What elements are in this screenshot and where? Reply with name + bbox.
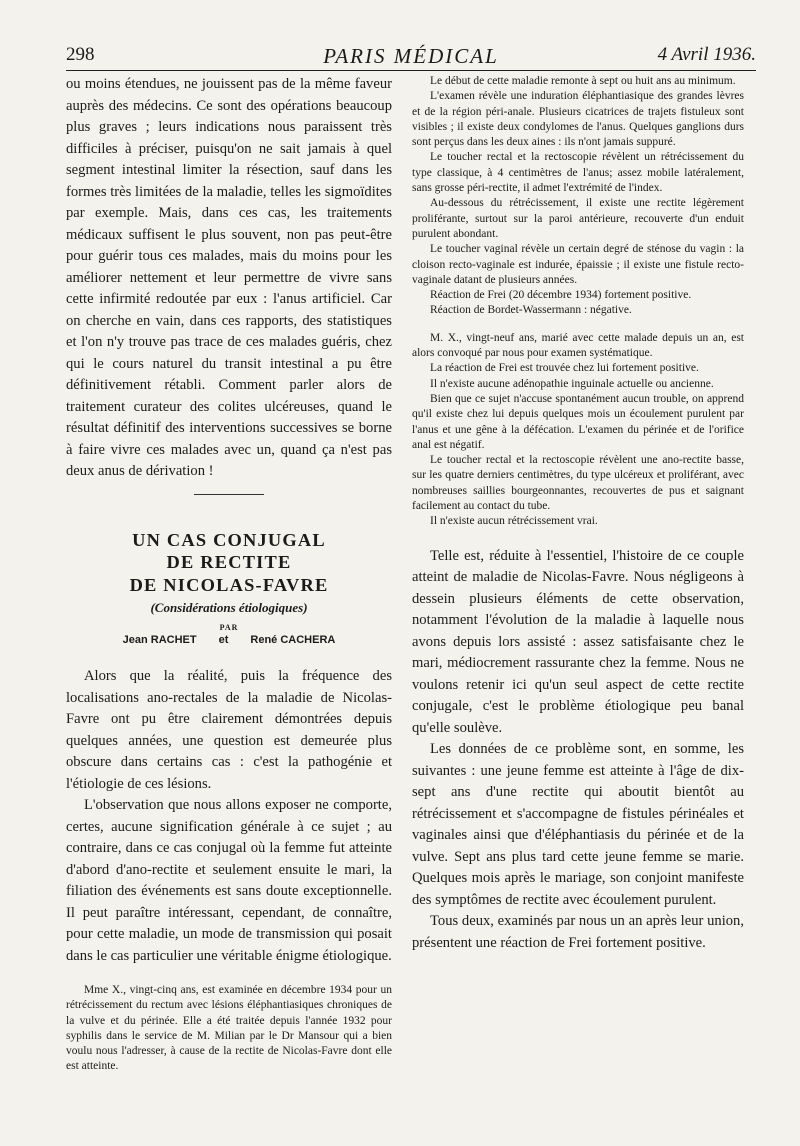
article-title-line1: UN CAS CONJUGAL [132, 529, 326, 550]
article-title-line3: DE NICOLAS-FAVRE [129, 574, 329, 595]
case-man-rectal-exam: Le toucher rectal et la rectoscopie révèlent une ano-rectite basse, sur les quatre derniers centimètres, du type ulcéreux et proliférant, avec nombreuses saillies bourgeonnantes, recouvertes de pus et saignant facilement au contact du tube. [412, 454, 744, 513]
article-subtitle: (Considérations étiologiques) [150, 600, 308, 615]
case-man-frei: La réaction de Frei est trouvée chez lui fortement positive. [430, 362, 699, 375]
case-vaginal-exam: Le toucher vaginal révèle un certain degré de sténose du vagin : la cloison recto-vaginale est indurée, épaissie ; il existe une fistule recto-vaginale datant de plusieurs années. [412, 243, 744, 286]
case-frei-reaction: Réaction de Frei (20 décembre 1934) fortement positive. [430, 289, 692, 302]
issue-date: 4 Avril 1936. [657, 44, 756, 65]
discussion-paragraph-3: Tous deux, examinés par nous un an après leur union, présentent une réaction de Frei fortement positive. [412, 913, 744, 951]
section-divider [194, 494, 264, 495]
case-woman-paragraph: Mme X., vingt-cinq ans, est examinée en décembre 1934 pour un rétrécissement du rectum avec lésions éléphantiasiques chroniques de la vulve et du périnée. Elle a été traitée depuis l'année 1932 pour syphilis dans le service de M. Milian par le Dr Mansour qui a bien voulu nous l'adresser, à cause de la rectite de Nicolas-Favre dont elle est atteinte. [66, 984, 392, 1073]
authors [66, 634, 392, 646]
discussion-paragraph-2: Les données de ce problème sont, en somme, les suivantes : une jeune femme est atteinte à l'âge de dix-sept ans d'une rectite qui aboutit bientôt au rétrécissement et s'accompagne de fistules périnéales et vaginales ainsi que d'éléphantiasis du périnée et de la vulve. Sept ans plus tard cette jeune femme se marie. Quelques mois après le mariage, son conjoint manifeste des symptômes de rectite avec écoulement purulent. [412, 741, 744, 908]
author-separator: et [218, 634, 229, 646]
case-man-no-stricture: Il n'existe aucun rétrécissement vrai. [430, 515, 598, 528]
case-man-intro: M. X., vingt-neuf ans, marié avec cette malade depuis un an, est alors convoqué par nous pour examen systématique. [412, 331, 744, 360]
author-1: Jean RACHET [122, 634, 197, 646]
left-column [66, 74, 392, 1075]
author-2: René CACHERA [250, 634, 336, 646]
case-man-adenopathy: Il n'existe aucune adénopathie inguinale actuelle ou ancienne. [430, 377, 714, 390]
previous-article-continuation: ou moins étendues, ne jouissent pas de la même faveur auprès des médecins. Ce sont des opérations beaucoup plus graves ; leurs indications nous paraissent très difficiles à préciser, puisqu'on ne sait jamais à quel segment intestinal limiter la résection, sauf dans les formes très limitées de la maladie, telles les sigmoïdites par exemple. Mais, dans ces cas, les traitements médicaux suffisent le plus souvent, non pas peut-être pour guérir tous ces malades, mais du moins pour les améliorer nettement et leur permettre de vivre sans cette infirmité redoutée par eux : l'anus artificiel. Car on cherche en vain, dans ces rapports, des statistiques et l'on n'y trouve pas trace de ces malades guéris, chez qui le cours naturel du transit intestinal a pu être définitivement rétabli. Comment parler alors de traitement curateur des colites ulcéreuses, quand le résultat définitif des interventions successives se borne à faire vivre ces malades avec un, quand ça n'est pas deux anus de dérivation ! [66, 76, 392, 479]
intro-paragraph: Alors que la réalité, puis la fréquence des localisations ano-rectales de la maladie de Nicolas-Favre ont pu être clairement démontrées depuis quelques années, une question est demeurée plus obscure dans certains cas : c'est la pathogénie et l'étiologie de ces lésions. [66, 668, 392, 792]
case-rectitis: Au-dessous du rétrécissement, il existe une rectite légèrement proliférante, surtout sur la paroi antérieure, recouverte d'un enduit purulent abondant. [412, 197, 744, 240]
case-rectal-exam: Le toucher rectal et la rectoscopie révèlent un rétrécissement du type classique, à 4 centimètres de l'anus; assez mobile latéralement, sans grosse péri-rectite, il admet l'extrémité de l'index. [412, 151, 744, 195]
article-title-line2: DE RECTITE [166, 552, 292, 572]
case-bordet-wassermann: Réaction de Bordet-Wassermann : négative. [430, 304, 632, 317]
byline-par: PAR [219, 623, 239, 632]
case-exam: L'examen révèle une induration éléphantiasique des grandes lèvres et de la région péri-anale. Plusieurs cicatrices de trajets fistuleux sont visibles ; il existe deux condylomes de l'anus. Quelques ganglions durs sont perçus dans les deux aines : ils n'ont jamais suppuré. [412, 90, 744, 149]
case-onset: Le début de cette maladie remonte à sept ou huit ans au minimum. [430, 75, 736, 87]
page-number: 298 [66, 44, 95, 65]
running-header [66, 44, 756, 71]
case-man-symptoms: Bien que ce sujet n'accuse spontanément aucun trouble, on apprend qu'il existe chez lui depuis quelques mois un écoulement purulent par l'anus et une gêne à la défécation. L'examen du périnée et de l'orifice anal est négatif. [412, 392, 744, 451]
journal-title: PARIS MÉDICAL [323, 44, 499, 68]
observation-intro-paragraph: L'observation que nous allons exposer ne comporte, certes, aucune signification générale à ce sujet ; au contraire, dans ce cas conjugal où la femme fut atteinte d'abord d'ano-rectite et seulement ensuite le mari, la filiation des événements est sans doute exceptionnelle. Il peut paraître intéressant, cependant, de connaître, pour cette maladie, un mode de transmission qui posait dans le cas particulier une véritable énigme étiologique. [66, 797, 392, 964]
discussion-paragraph-1: Telle est, réduite à l'essentiel, l'histoire de ce couple atteint de maladie de Nicolas-Favre. Nous négligeons à dessein plusieurs éléments de cette observation, notamment l'évolution de la maladie à laquelle nous avons depuis lors assisté : assez satisfaisante chez le mari, médiocrement rassurante chez la femme. Nous ne voulons retenir ici qu'un seul aspect de cette rectite conjugale, c'est le problème étiologique peu banal qu'elle soulève. [412, 547, 744, 736]
right-column [412, 74, 744, 954]
